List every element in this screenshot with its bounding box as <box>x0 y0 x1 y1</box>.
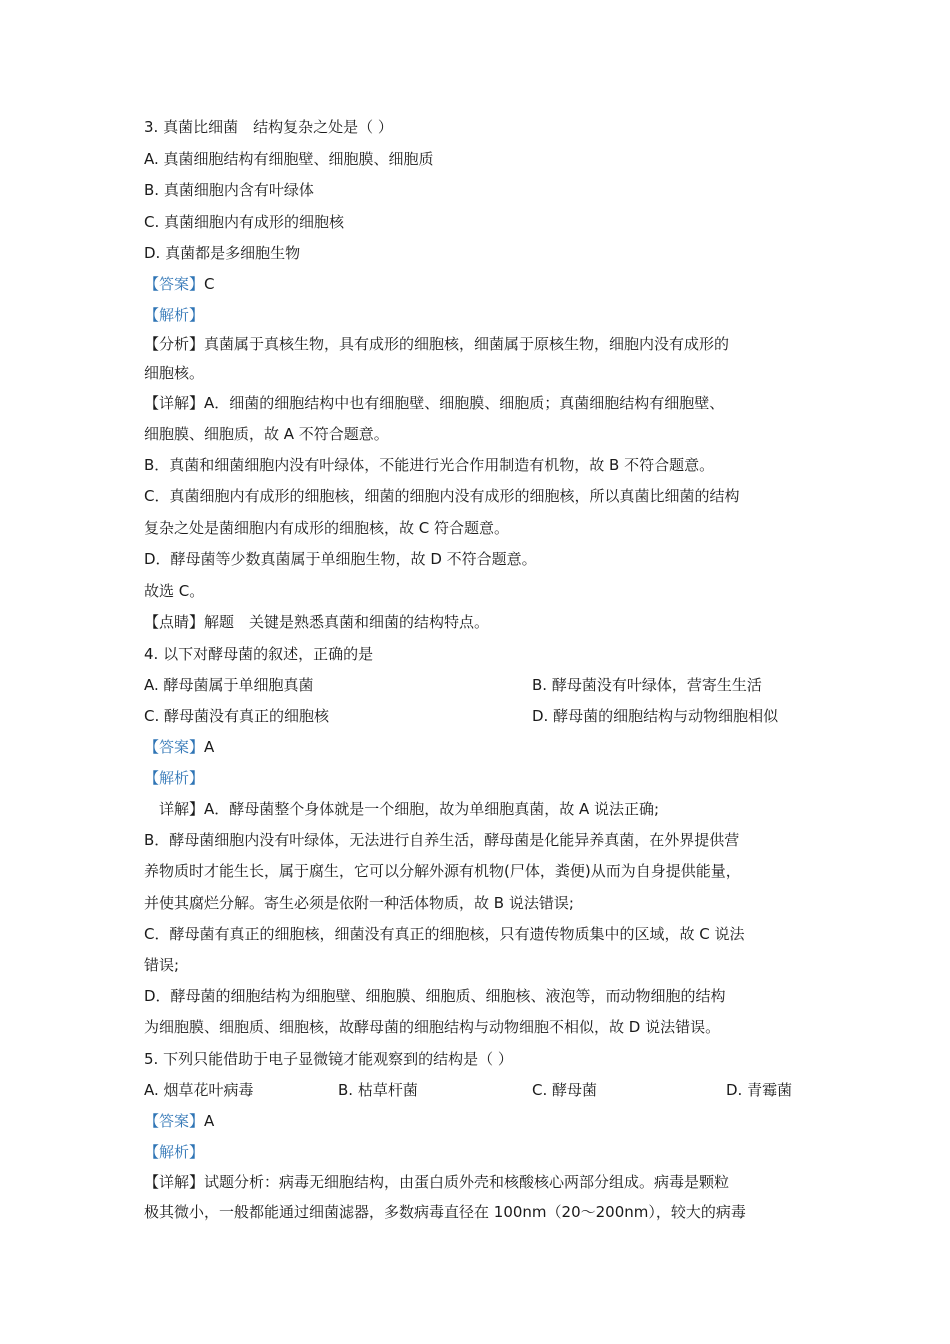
q5-option-d: D. 青霉菌 <box>726 1081 793 1099</box>
q3-conclusion: 故选 C。 <box>144 582 205 600</box>
q3-option-d: D. 真菌都是多细胞生物 <box>144 244 301 262</box>
q3-detail-line-5: 复杂之处是菌细胞内有成形的细胞核，故 C 符合题意。 <box>144 519 510 537</box>
q4-detail-line-3: 养物质时才能生长，属于腐生，它可以分解外源有机物(尸体，粪便)从而为自身提供能量， <box>144 862 741 880</box>
q3-fenxi-line-1: 【分析】真菌属于真核生物，具有成形的细胞核，细菌属于原核生物，细胞内没有成形的 <box>144 335 730 353</box>
q5-answer: A <box>204 1112 215 1130</box>
q3-option-c: C. 真菌细胞内有成形的细胞核 <box>144 213 345 231</box>
q4-detail-line-2: B．酵母菌细胞内没有叶绿体，无法进行自养生活，酵母菌是化能异养真菌，在外界提供营 <box>144 831 740 849</box>
q3-answer: C <box>204 275 215 293</box>
q5-detail-line-1: 【详解】试题分析：病毒无细胞结构，由蛋白质外壳和核酸核心两部分组成。病毒是颗粒 <box>144 1173 730 1191</box>
q3-detail-line-6: D．酵母菌等少数真菌属于单细胞生物，故 D 不符合题意。 <box>144 550 537 568</box>
q4-option-b: B. 酵母菌没有叶绿体，营寄生生活 <box>532 676 762 694</box>
q5-stem: 5. 下列只能借助于电子显微镜才能观察到的结构是（ ） <box>144 1050 513 1068</box>
q3-detail-line-3: B．真菌和细菌细胞内没有叶绿体，不能进行光合作用制造有机物，故 B 不符合题意。 <box>144 456 715 474</box>
q3-answer-line <box>144 274 824 294</box>
q3-analysis-tag: 【解析】 <box>144 306 205 324</box>
q5-detail-line-2: 极其微小，一般都能通过细菌滤器，多数病毒直径在 100nm（20～200nm），较大的病毒 <box>144 1203 746 1221</box>
q3-stem: 3. 真菌比细菌 结构复杂之处是（ ） <box>144 118 393 136</box>
q4-options-row-2 <box>144 706 824 726</box>
q4-answer-line <box>144 737 824 757</box>
q5-options-row <box>144 1080 824 1100</box>
q4-detail-line-8: 为细胞膜、细胞质、细胞核，故酵母菌的细胞结构与动物细胞不相似，故 D 说法错误。 <box>144 1018 721 1036</box>
q5-analysis-tag: 【解析】 <box>144 1143 205 1161</box>
q4-answer-tag: 【答案】 <box>144 738 205 756</box>
q4-detail-line-4: 并使其腐烂分解。寄生必须是依附一种活体物质，故 B 说法错误; <box>144 894 574 912</box>
q5-option-c: C. 酵母菌 <box>532 1081 598 1099</box>
q4-detail-line-6: 错误; <box>144 956 180 974</box>
q4-option-d: D. 酵母菌的细胞结构与动物细胞相似 <box>532 707 779 725</box>
q3-dianjing: 【点睛】解题 关键是熟悉真菌和细菌的结构特点。 <box>144 613 490 631</box>
q3-detail-line-4: C．真菌细胞内有成形的细胞核，细菌的细胞内没有成形的细胞核，所以真菌比细菌的结构 <box>144 487 740 505</box>
q4-option-c: C. 酵母菌没有真正的细胞核 <box>144 707 330 725</box>
q4-detail-line-5: C．酵母菌有真正的细胞核，细菌没有真正的细胞核，只有遗传物质集中的区域，故 C 说法 <box>144 925 745 943</box>
q5-answer-line <box>144 1111 824 1131</box>
q4-detail-line-7: D．酵母菌的细胞结构为细胞壁、细胞膜、细胞质、细胞核、液泡等，而动物细胞的结构 <box>144 987 726 1005</box>
q3-detail-line-2: 细胞膜、细胞质，故 A 不符合题意。 <box>144 425 389 443</box>
q3-option-a: A. 真菌细胞结构有细胞壁、细胞膜、细胞质 <box>144 150 434 168</box>
q5-option-a: A. 烟草花叶病毒 <box>144 1081 254 1099</box>
q5-option-b: B. 枯草杆菌 <box>338 1081 418 1099</box>
q4-answer: A <box>204 738 215 756</box>
q3-detail-line-1: 【详解】A．细菌的细胞结构中也有细胞壁、细胞膜、细胞质；真菌细胞结构有细胞壁、 <box>144 394 725 412</box>
q3-option-b: B. 真菌细胞内含有叶绿体 <box>144 181 314 199</box>
q5-answer-tag: 【答案】 <box>144 1112 205 1130</box>
q4-options-row-1 <box>144 675 824 695</box>
q4-analysis-tag: 【解析】 <box>144 769 205 787</box>
q3-answer-tag: 【答案】 <box>144 275 205 293</box>
q3-fenxi-line-2: 细胞核。 <box>144 364 205 382</box>
q4-stem: 4. 以下对酵母菌的叙述，正确的是 <box>144 645 374 663</box>
q4-detail-line-1: 详解】A．酵母菌整个身体就是一个细胞，故为单细胞真菌，故 A 说法正确; <box>144 800 660 818</box>
q4-option-a: A. 酵母菌属于单细胞真菌 <box>144 676 314 694</box>
